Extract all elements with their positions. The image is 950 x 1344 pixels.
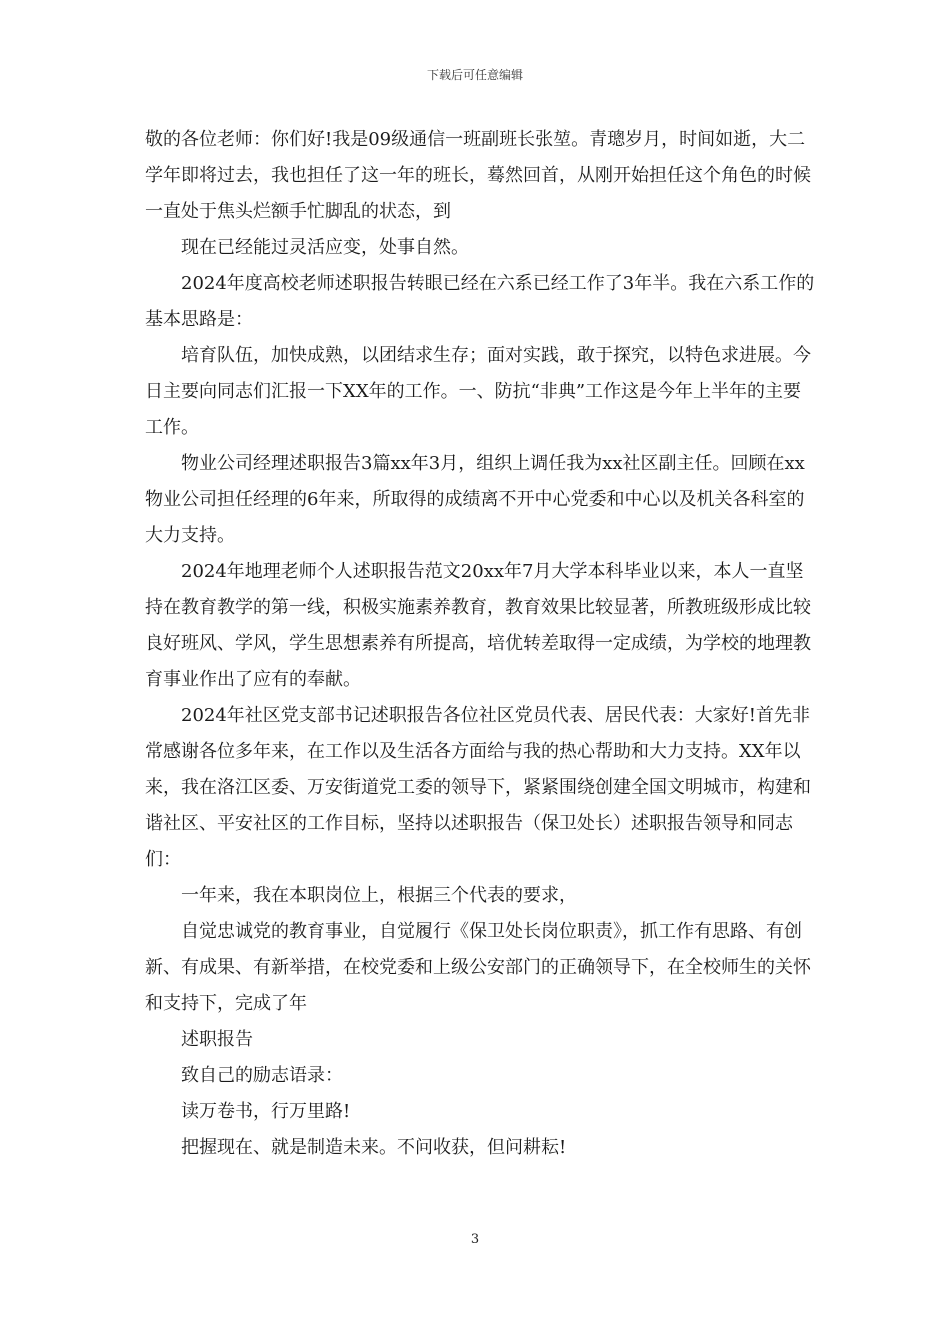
- paragraph-4: 培育队伍，加快成熟，以团结求生存；面对实践，敢于探究，以特色求进展。今日主要向同志们汇报一下XX年的工作。一、防抗“非典”工作这是今年上半年的主要工作。: [145, 345, 811, 438]
- paragraph-1: 敬的各位老师：你们好!我是09级通信一班副班长张堃。青璁岁月，时间如逝，大二学年即将过去，我也担任了这一年的班长，蓦然回首，从刚开始担任这个角色的时候一直处于焦头烂额手忙脚乱的状态，到: [145, 129, 811, 222]
- paragraph-11: 致自己的励志语录：: [181, 1065, 343, 1086]
- page-header: 下载后可任意编辑: [426, 68, 523, 82]
- paragraph-8: 一年来，我在本职岗位上，根据三个代表的要求，: [181, 885, 577, 906]
- paragraph-3: 2024年度高校老师述职报告转眼已经在六系已经工作了3年半。我在六系工作的基本思路是：: [145, 273, 815, 330]
- paragraph-2: 现在已经能过灵活应变，处事自然。: [181, 237, 469, 258]
- paragraph-5: 物业公司经理述职报告3篇xx年3月，组织上调任我为xx社区副主任。回顾在xx物业公司担任经理的6年来，所取得的成绩离不开中心党委和中心以及机关各科室的大力支持。: [145, 453, 805, 546]
- document-body: [145, 122, 817, 1166]
- paragraph-9: 自觉忠诚党的教育事业，自觉履行《保卫处长岗位职责》，抓工作有思路、有创新、有成果、有新举措，在校党委和上级公安部门的正确领导下，在全校师生的关怀和支持下，完成了年: [145, 921, 811, 1014]
- paragraph-7: 2024年社区党支部书记述职报告各位社区党员代表、居民代表：大家好!首先非常感谢各位多年来，在工作以及生活各方面给与我的热心帮助和大力支持。XX年以来，我在洛江区委、万安街道党工委的领导下，紧紧围绕创建全国文明城市，构建和谐社区、平安社区的工作目标，坚持以述职报告（保卫处长）述职报告领导和同志们：: [145, 705, 811, 870]
- paragraph-6: 2024年地理老师个人述职报告范文20xx年7月大学本科毕业以来，本人一直坚持在教育教学的第一线，积极实施素养教育，教育效果比较显著，所教班级形成比较良好班风、学风，学生思想素养有所提高，培优转差取得一定成绩，为学校的地理教育事业作出了应有的奉献。: [145, 561, 811, 690]
- page-number: 3: [470, 1232, 480, 1247]
- paragraph-12: 读万卷书，行万里路!: [181, 1101, 351, 1122]
- paragraph-13: 把握现在、就是制造未来。不问收获，但问耕耘!: [181, 1137, 567, 1158]
- paragraph-10: 述职报告: [181, 1029, 253, 1050]
